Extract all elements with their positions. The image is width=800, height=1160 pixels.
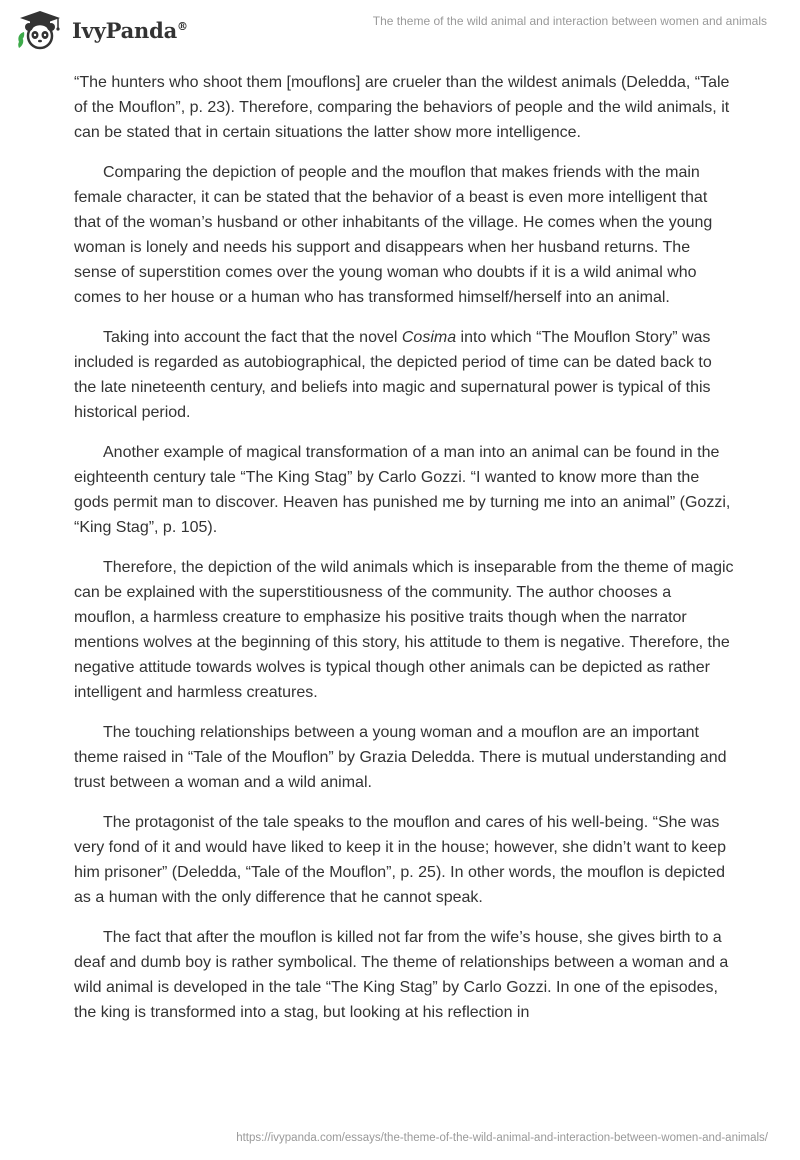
essay-paragraph bbox=[74, 555, 734, 705]
paragraph-text: “The hunters who shoot them [mouflons] are crueler than the wildest animals (Deledda, “Tale of the Mouflon”, p. 23). Therefore, comparing the behaviors of people and the wild animals, it can be stated that in certain situations the latter show more intelligence. bbox=[74, 74, 730, 141]
source-url[interactable]: https://ivypanda.com/essays/the-theme-of-the-wild-animal-and-interaction-between-women-and-animals/ bbox=[236, 1132, 768, 1144]
document-title: The theme of the wild animal and interaction between women and animals bbox=[372, 14, 767, 28]
essay-paragraph bbox=[74, 70, 734, 145]
paragraph-text: The touching relationships between a young woman and a mouflon are an important theme raised in “Tale of the Mouflon” by Grazia Deledda. There is mutual understanding and trust between a woman and a wild animal. bbox=[74, 724, 727, 791]
essay-paragraph bbox=[74, 810, 734, 910]
registered-mark: ® bbox=[177, 19, 188, 33]
essay-paragraph bbox=[74, 160, 734, 310]
panda-graduate-icon bbox=[16, 10, 64, 50]
brand-logo[interactable] bbox=[16, 10, 188, 50]
essay-paragraph bbox=[74, 440, 734, 540]
essay-paragraph bbox=[74, 925, 734, 1025]
paragraph-text: Therefore, the depiction of the wild animals which is inseparable from the theme of magic can be explained with the superstitiousness of the community. The author chooses a mouflon, a harmless creature to emphasize his positive traits though when the narrator mentions wolves at the beginning of this story, his attitude to them is negative. Therefore, the negative attitude towards wolves is typical though other animals can be depicted as rather intelligent and harmless creatures. bbox=[74, 559, 734, 701]
brand-name bbox=[72, 18, 188, 43]
paragraph-text: into which “The Mouflon Story” was included is regarded as autobiographical, the depicted period of time can be dated back to the late nineteenth century, and beliefs into magic and supernatural power is typical of this historical period. bbox=[74, 329, 712, 421]
paragraph-text: Comparing the depiction of people and the mouflon that makes friends with the main female character, it can be stated that the behavior of a beast is even more intelligent that that of the woman’s husband or other inhabitants of the village. He comes when the young woman is lonely and needs his support and disappears when her husband returns. The sense of superstition comes over the young woman who doubts if it is a wild animal who comes to her house or a human who has transformed himself/herself into an animal. bbox=[74, 164, 713, 306]
paragraph-text: Another example of magical transformation of a man into an animal can be found in the eighteenth century tale “The King Stag” by Carlo Gozzi. “I wanted to know more than the gods permit man to discover. Heaven has punished me by turning me into an animal” (Gozzi, “King Stag”, p. 105). bbox=[74, 444, 731, 536]
paragraph-text: The protagonist of the tale speaks to the mouflon and cares of his well-being. “She was very fond of it and would have liked to keep it in the house; however, she didn’t want to keep him prisoner” (Deledda, “Tale of the Mouflon”, p. 25). In other words, the mouflon is depicted as a human with the only difference that he cannot speak. bbox=[74, 814, 726, 906]
italic-title: Cosima bbox=[401, 329, 457, 346]
paragraph-text: Taking into account the fact that the novel bbox=[103, 329, 402, 346]
essay-paragraph bbox=[74, 325, 734, 425]
brand-name-text: IvyPanda bbox=[72, 17, 178, 43]
page-header bbox=[0, 0, 800, 62]
essay-body bbox=[74, 70, 734, 1040]
paragraph-text: The fact that after the mouflon is killed not far from the wife’s house, she gives birth to a deaf and dumb boy is rather symbolical. The theme of relationships between a woman and a wild animal is developed in the tale “The King Stag” by Carlo Gozzi. In one of the episodes, the king is transformed into a stag, but looking at his reflection in bbox=[74, 929, 729, 1021]
essay-paragraph bbox=[74, 720, 734, 795]
